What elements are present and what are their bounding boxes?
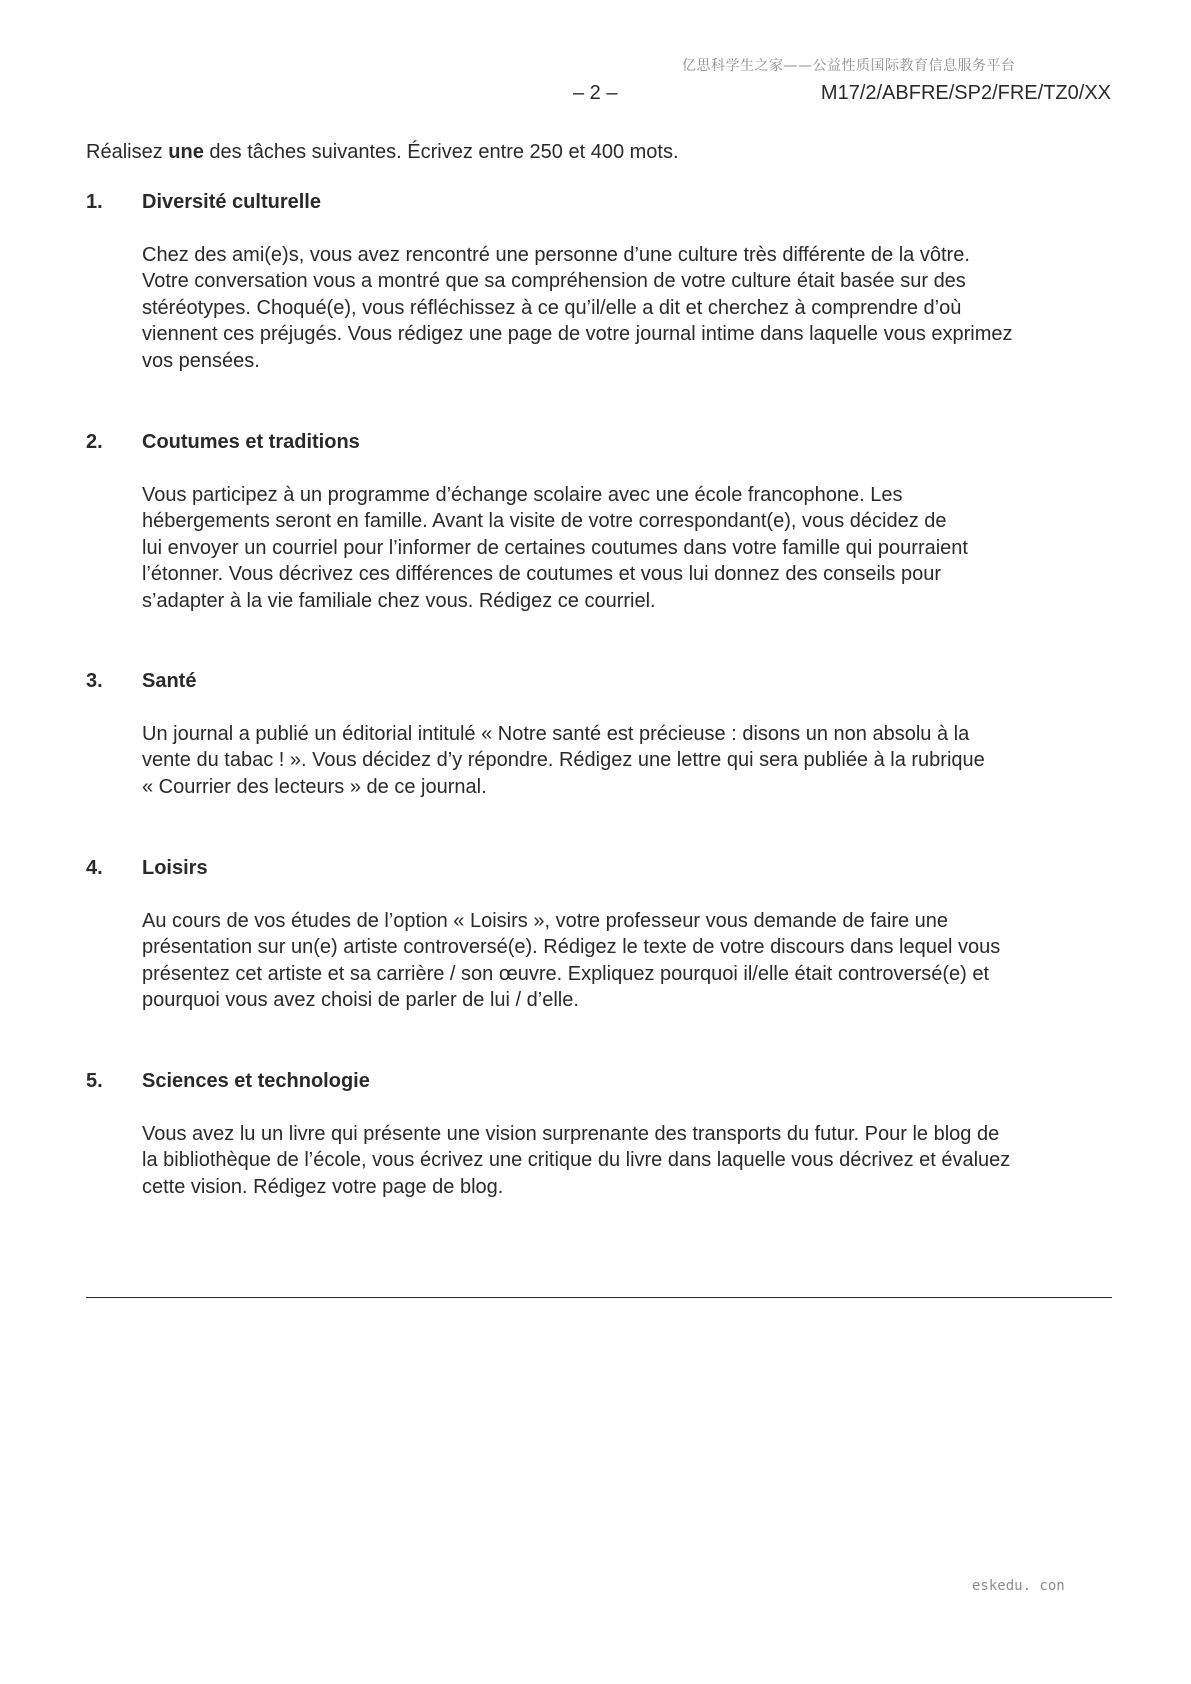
task-line: viennent ces préjugés. Vous rédigez une page de votre journal intime dans laquelle vous exprimez xyxy=(142,323,1013,346)
task-heading xyxy=(86,668,1112,694)
task-number: 5. xyxy=(86,1070,103,1092)
task-heading xyxy=(86,1068,1112,1094)
task-line: stéréotypes. Choqué(e), vous réfléchissez à ce qu’il/elle a dit et cherchez à comprendre d’où xyxy=(142,296,962,319)
watermark-bottom-text: eskedu. con xyxy=(972,1578,1065,1594)
instructions-before: Réalisez xyxy=(86,141,169,163)
task-heading xyxy=(86,855,1112,881)
task-line: s’adapter à la vie familiale chez vous. Rédigez ce courriel. xyxy=(142,589,656,612)
instructions-after: des tâches suivantes. Écrivez entre 250 et 400 mots. xyxy=(203,141,679,163)
horizontal-rule xyxy=(86,1297,1112,1298)
task-title: Coutumes et traditions xyxy=(142,431,360,453)
task-line: Un journal a publié un éditorial intitulé « Notre santé est précieuse : disons un non absolu à la xyxy=(142,723,970,745)
task-5 xyxy=(86,1068,1112,1200)
task-line: Vous participez à un programme d’échange scolaire avec une école francophone. Les xyxy=(142,484,903,506)
page-number: – 2 – xyxy=(573,82,618,104)
task-line: Vous avez lu un livre qui présente une vision surprenante des transports du futur. Pour le blog de xyxy=(142,1123,1000,1145)
task-1 xyxy=(86,189,1112,374)
task-number: 2. xyxy=(86,431,103,453)
task-body xyxy=(142,1121,1142,1200)
task-line: « Courrier des lecteurs » de ce journal. xyxy=(142,775,487,798)
task-body xyxy=(142,482,1142,614)
task-line: vente du tabac ! ». Vous décidez d’y répondre. Rédigez une lettre qui sera publiée à la rubrique xyxy=(142,749,985,772)
task-line: l’étonner. Vous décrivez ces différences de coutumes et vous lui donnez des conseils pour xyxy=(142,563,941,586)
task-title: Loisirs xyxy=(142,857,208,879)
task-title: Sciences et technologie xyxy=(142,1070,370,1092)
task-body xyxy=(142,242,1142,374)
task-line: pourquoi vous avez choisi de parler de lui / d’elle. xyxy=(142,989,579,1012)
task-line: présentation sur un(e) artiste controversé(e). Rédigez le texte de votre discours dans lequel vous xyxy=(142,936,1001,959)
task-body xyxy=(142,908,1142,1014)
task-body xyxy=(142,721,1142,800)
task-line: vos pensées. xyxy=(142,349,260,372)
instructions-emphasis: une xyxy=(168,141,204,163)
task-title: Santé xyxy=(142,670,197,692)
instructions xyxy=(86,139,679,165)
task-line: la bibliothèque de l’école, vous écrivez une critique du livre dans laquelle vous décrivez et évaluez xyxy=(142,1149,1011,1172)
task-4 xyxy=(86,855,1112,1014)
task-line: présentez cet artiste et sa carrière / son œuvre. Expliquez pourquoi il/elle était controversé(e) et xyxy=(142,962,990,985)
task-3 xyxy=(86,668,1112,800)
task-number: 4. xyxy=(86,857,103,879)
task-title: Diversité culturelle xyxy=(142,191,321,213)
task-number: 1. xyxy=(86,191,103,213)
task-heading xyxy=(86,429,1112,455)
task-line: Chez des ami(e)s, vous avez rencontré une personne d’une culture très différente de la vôtre. xyxy=(142,244,970,266)
task-number: 3. xyxy=(86,670,103,692)
task-line: lui envoyer un courriel pour l’informer de certaines coutumes dans votre famille qui pourraient xyxy=(142,536,968,559)
task-2 xyxy=(86,429,1112,614)
exam-code: M17/2/ABFRE/SP2/FRE/TZ0/XX xyxy=(820,82,1111,104)
task-line: Au cours de vos études de l’option « Loisirs », votre professeur vous demande de faire une xyxy=(142,910,949,932)
task-line: cette vision. Rédigez votre page de blog. xyxy=(142,1175,504,1198)
watermark-top-text: 亿思科学生之家——公益性质国际教育信息服务平台 xyxy=(682,58,1016,74)
task-line: Votre conversation vous a montré que sa compréhension de votre culture était basée sur des xyxy=(142,270,966,293)
task-line: hébergements seront en famille. Avant la visite de votre correspondant(e), vous décidez de xyxy=(142,510,947,533)
task-heading xyxy=(86,189,1112,215)
